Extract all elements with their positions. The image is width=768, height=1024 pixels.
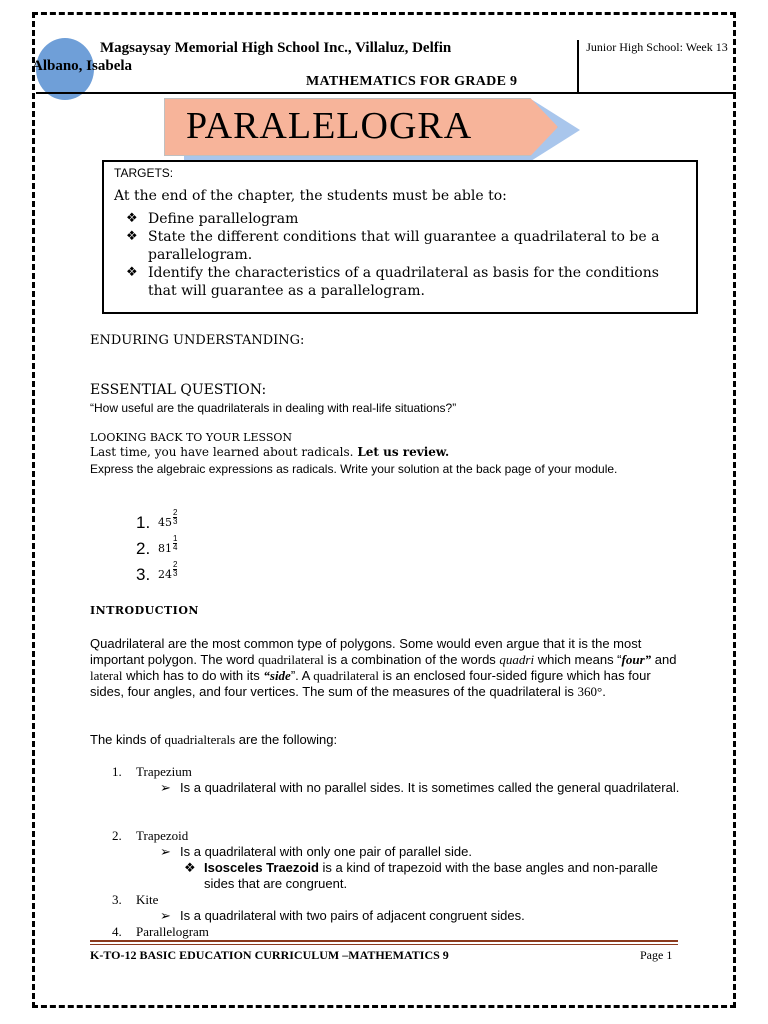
- looking-back-line2: Express the algebraic expressions as radicals. Write your solution at the back page of your module.: [90, 462, 618, 476]
- targets-box: [102, 160, 698, 314]
- list-item: 3. 24 2 3: [136, 560, 178, 584]
- arrow-bullet-icon: ➢: [160, 844, 171, 859]
- list-item: ➢ Is a quadrilateral with no parallel sides. It is sometimes called the general quadrilateral.: [160, 780, 680, 795]
- exponent-fraction: 1 4: [173, 534, 178, 552]
- introduction-paragraph: Quadrilateral are the most common type of polygons. Some would even argue that it is the most important polygon. The word quadrilateral is a combination of the words quadri which means “four” and lateral which has to do with its “side”. A quadrilateral is an enclosed four-sided figure which has four sides, four angles, and four vertices. The sum of the measures of the quadrilateral is 360°.: [90, 636, 677, 699]
- looking-back-heading: LOOKING BACK TO YOUR LESSON: [90, 431, 293, 444]
- page-title: PARALELOGRA: [186, 105, 473, 147]
- header-divider-vertical: [577, 40, 579, 92]
- diamond-bullet-icon: ❖: [126, 265, 138, 280]
- list-item: ❖ State the different conditions that will guarantee a quadrilateral to be a parallelogram.: [126, 229, 660, 263]
- looking-back-line1: Last time, you have learned about radicals. Let us review.: [90, 445, 450, 459]
- diamond-bullet-icon: ❖: [184, 860, 196, 875]
- targets-intro: At the end of the chapter, the students must be able to:: [114, 188, 507, 204]
- school-name: Magsaysay Memorial High School Inc., Villaluz, Delfin: [100, 40, 452, 56]
- header-divider-horizontal: [36, 92, 736, 94]
- radical-list: [136, 510, 177, 588]
- subject-title: MATHEMATICS FOR GRADE 9: [306, 74, 518, 89]
- list-item: 1. Trapezium: [112, 764, 192, 779]
- introduction-heading: INTRODUCTION: [90, 604, 199, 617]
- kinds-intro: The kinds of quadrialterals are the following:: [90, 732, 338, 747]
- targets-list: [114, 210, 686, 300]
- targets-label: TARGETS:: [114, 166, 174, 180]
- arrow-bullet-icon: ➢: [160, 908, 171, 923]
- footer-rule-thin: [90, 944, 678, 945]
- footer-curriculum: K-TO-12 BASIC EDUCATION CURRICULUM –MATHEMATICS 9: [90, 948, 449, 962]
- list-item: 2. Trapezoid: [112, 828, 189, 843]
- footer-rule: [90, 940, 678, 942]
- student-name: Albano, Isabela: [32, 58, 133, 74]
- list-item: ➢ Is a quadrilateral with two pairs of adjacent congruent sides.: [160, 908, 525, 923]
- exponent-fraction: 2 3: [173, 560, 178, 578]
- list-item: ➢ Is a quadrilateral with only one pair of parallel side.: [160, 844, 472, 859]
- list-item: 2. 81 1 4: [136, 534, 178, 558]
- enduring-heading: ENDURING UNDERSTANDING:: [90, 333, 305, 348]
- list-item: 4. Parallelogram: [112, 924, 209, 939]
- week-label: Junior High School: Week 13: [586, 40, 728, 54]
- essential-question: “How useful are the quadrilaterals in dealing with real-life situations?”: [90, 401, 457, 415]
- list-item: ❖ Isosceles Traezoid is a kind of trapezoid with the base angles and non-paralle sides that are congruent.: [184, 860, 658, 891]
- list-item: 1. 45 2 3: [136, 508, 178, 532]
- list-item: 3. Kite: [112, 892, 159, 907]
- arrow-bullet-icon: ➢: [160, 780, 171, 795]
- essential-heading: ESSENTIAL QUESTION:: [90, 382, 267, 398]
- diamond-bullet-icon: ❖: [126, 211, 138, 226]
- page-number: Page 1: [640, 948, 673, 962]
- list-item: ❖ Define parallelogram: [126, 211, 299, 227]
- list-item: ❖ Identify the characteristics of a quadrilateral as basis for the conditions that will guarantee as a parallelogram.: [126, 265, 659, 299]
- diamond-bullet-icon: ❖: [126, 229, 138, 244]
- title-banner: [164, 98, 580, 160]
- exponent-fraction: 2 3: [173, 508, 178, 526]
